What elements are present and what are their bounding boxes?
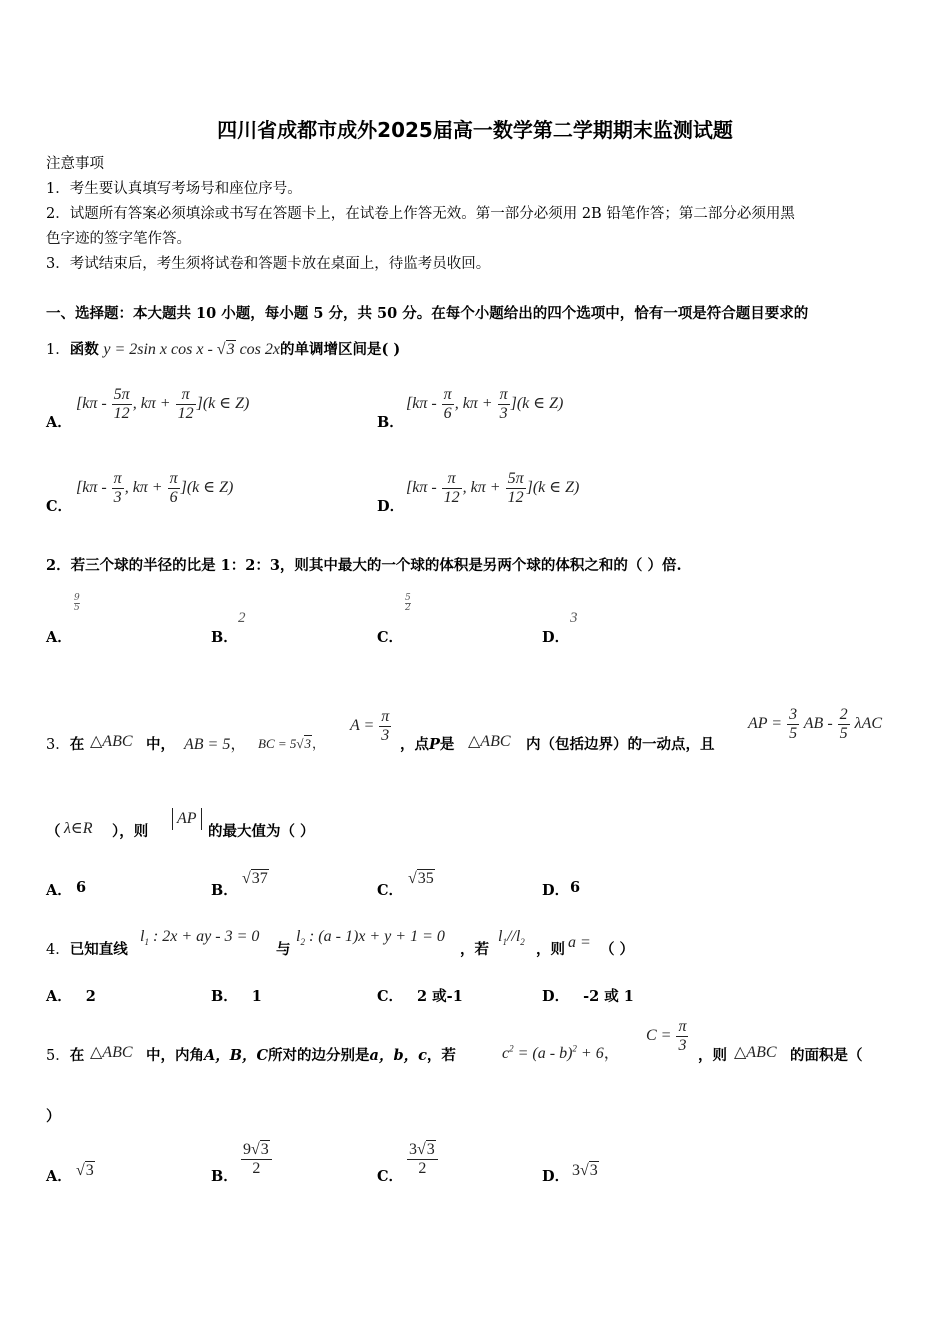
option-b-label: B． — [211, 629, 238, 646]
option-c: $\frac{3√3}{2}$ — [406, 1141, 439, 1178]
option-b-label: B． — [211, 882, 238, 899]
option-b: $\frac{9√3}{2}$ — [240, 1141, 273, 1178]
variable-a: a = — [568, 934, 591, 951]
question-5-text: 中，内角A，B，C所对的边分别是a，b，c，若 — [146, 1047, 456, 1064]
question-5: 5．在 — [46, 1047, 85, 1064]
option-d-label: D． — [542, 882, 570, 899]
question-4-text: 与 — [276, 941, 291, 958]
question-3-text: 的最大值为（ ） — [208, 823, 315, 840]
angle-c: C = $\frac{\pi}{3}$ — [646, 1018, 687, 1054]
option-d-label: D． — [542, 629, 570, 646]
question-4-text: （ ） — [600, 941, 635, 958]
abs-ap: AP — [172, 808, 202, 830]
question-3-text: 内（包括边界）的一动点，且 — [526, 736, 715, 753]
option-a-label: A． — [46, 629, 72, 646]
option-d: 3√3 — [572, 1162, 598, 1179]
triangle-abc: △ABC — [734, 1044, 777, 1061]
notice-heading: 注意事项 — [46, 156, 104, 172]
option-c: √35 — [408, 870, 434, 887]
question-5-text: ） — [46, 1108, 61, 1125]
question-3-paren: （ — [46, 823, 61, 840]
option-d-label: D． -2 或 1 — [542, 988, 634, 1005]
bc-length: BC = 5√3， — [258, 736, 326, 751]
question-4: 4．已知直线 — [46, 941, 128, 958]
notice-item-3: 3．考试结束后，考生须将试卷和答题卡放在桌面上，待监考员收回。 — [46, 256, 491, 272]
option-b-label: B． — [377, 414, 404, 431]
option-a-label: A． — [46, 414, 72, 431]
option-b: 2 — [238, 610, 246, 626]
option-a: [kπ - $\frac{5\pi}{12}$ , kπ + $\frac{\pi}{12}$ ](k ∈ Z) — [76, 386, 250, 422]
side-condition: $c^2 = (a - b)^2 + 6$， — [502, 1043, 620, 1062]
option-a: √3 — [76, 1162, 94, 1179]
option-a: 6 — [76, 879, 87, 896]
option-c-label: C． — [377, 1168, 404, 1185]
option-a-label: A． 2 — [46, 988, 96, 1005]
option-c-label: C． — [377, 882, 404, 899]
ab-length: AB = 5， — [184, 736, 247, 753]
option-a-label: A． — [46, 882, 72, 899]
vector-ap: AP = $\frac{3}{5}$ AB - $\frac{2}{5}$ λAC — [748, 706, 883, 742]
option-b: √37 — [242, 870, 268, 887]
triangle-abc: △ABC — [90, 1044, 133, 1061]
question-3-number: 3．在 — [46, 736, 85, 753]
question-2: 2．若三个球的半径的比是 1：2：3，则其中最大的一个球的体积是另两个球的体积之和的（ ）倍. — [46, 557, 682, 574]
option-d: 6 — [570, 879, 581, 896]
option-b-label: B． 1 — [211, 988, 262, 1005]
option-d-label: D． — [377, 498, 405, 515]
angle-a: A = $\frac{\pi}{3}$ — [350, 708, 390, 744]
function-formula: y = 2sin x cos x - √3 cos 2x — [103, 341, 281, 358]
question-5-text: ，则 — [698, 1047, 727, 1064]
option-c: [kπ - $\frac{\pi}{3}$ , kπ + $\frac{\pi}{6}$ ](k ∈ Z) — [76, 470, 234, 506]
page-title: 四川省成都市成外2025届高一数学第二学期期末监测试题 — [217, 118, 733, 142]
option-d-label: D． — [542, 1168, 570, 1185]
line-l1: $l_1$ : 2x + ay - 3 = 0 — [140, 928, 260, 948]
question-3-text: ），则 — [112, 823, 149, 840]
notice-item-1: 1．考生要认真填写考场号和座位序号。 — [46, 181, 302, 197]
parallel-condition: $l_1//l_2$ — [498, 928, 525, 948]
triangle-abc: △ABC — [468, 733, 511, 750]
question-4-text: ，则 — [536, 941, 565, 958]
section-heading: 一、选择题：本大题共 10 小题，每小题 5 分，共 50 分。在每个小题给出的四个选项中，恰有一项是符合题目要求的 — [46, 305, 809, 322]
question-3-text: ，点P是 — [400, 736, 455, 753]
option-b-label: B． — [211, 1168, 238, 1185]
option-c-label: C． 2 或-1 — [377, 988, 463, 1005]
lambda-condition: λ∈R — [64, 820, 93, 837]
line-l2: $l_2$ : (a - 1)x + y + 1 = 0 — [296, 928, 445, 948]
option-a: 9 5 — [74, 593, 80, 613]
option-b: [kπ - $\frac{\pi}{6}$ , kπ + $\frac{\pi}{3}$ ](k ∈ Z) — [406, 386, 564, 422]
question-1: 1．函数 y = 2sin x cos x - √3 cos 2x的单调增区间是( ) — [46, 341, 401, 358]
triangle-abc: △ABC — [90, 733, 133, 750]
option-a-label: A． — [46, 1168, 72, 1185]
option-c: 5 2 — [405, 593, 411, 613]
notice-item-2: 2．试题所有答案必须填涂或书写在答题卡上，在试卷上作答无效。第一部分必须用 2B 铅笔作答；第二部分必须用黑 — [46, 206, 795, 222]
option-d: 3 — [570, 610, 578, 626]
option-c-label: C． — [377, 629, 404, 646]
question-5-text: 的面积是（ — [790, 1047, 863, 1064]
question-3-text: 中， — [146, 736, 175, 753]
notice-item-2-cont: 色字迹的签字笔作答。 — [46, 231, 191, 247]
option-d: [kπ - $\frac{\pi}{12}$ , kπ + $\frac{5\pi}{12}$ ](k ∈ Z) — [406, 470, 580, 506]
option-c-label: C． — [46, 498, 73, 515]
question-number: 1． — [46, 342, 70, 358]
question-4-text: ，若 — [460, 941, 489, 958]
